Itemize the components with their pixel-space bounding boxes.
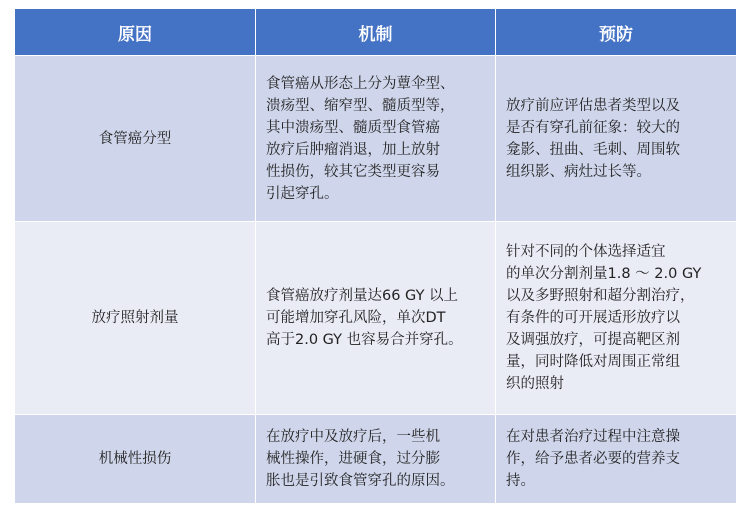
text-line: 食管癌从形态上分为蕈伞型、: [266, 75, 455, 92]
text-line: 组织影、病灶过长等。: [506, 163, 651, 180]
text-line: 械性操作，进硬食，过分膨: [266, 451, 440, 467]
text-line: 性损伤，较其它类型更容易: [266, 163, 440, 180]
esophageal-perforation-table: [14, 8, 737, 504]
text-line: 以及多野照射和超分割治疗，: [506, 288, 695, 304]
text-line: 放疗后肿瘤消退，加上放射: [266, 141, 440, 158]
text-line: 在对患者治疗过程中注意操: [506, 429, 680, 445]
table-row: [15, 56, 737, 222]
text-line: 的单次分割剂量1.8 ～ 2.0 GY: [506, 266, 702, 282]
cause-cell: 食管癌分型: [15, 56, 256, 222]
mechanism-cell: [256, 222, 496, 415]
text-line: 其中溃疡型、髓质型食管癌: [266, 119, 440, 136]
text-line: 作，给予患者必要的营养支: [506, 451, 680, 467]
text-line: 引起穿孔。: [266, 185, 339, 202]
text-line: 溃疡型、缩窄型、髓质型等，: [266, 97, 455, 114]
header-cause: 原因: [15, 9, 256, 56]
text-line: 有条件的可开展适形放疗以: [506, 310, 680, 326]
header-prevention: 预防: [496, 9, 737, 56]
header-row: [15, 9, 737, 56]
cause-cell: 放疗照射剂量: [15, 222, 256, 415]
prevention-cell: [496, 56, 737, 222]
prevention-cell: [496, 222, 737, 415]
text-line: 在放疗中及放疗后，一些机: [266, 429, 440, 445]
header-mechanism: 机制: [256, 9, 496, 56]
mechanism-cell: [256, 56, 496, 222]
mechanism-cell: [256, 415, 496, 504]
cause-cell: 机械性损伤: [15, 415, 256, 504]
text-line: 高于2.0 GY 也容易合并穿孔。: [266, 332, 463, 348]
text-line: 针对不同的个体选择适宜: [506, 244, 666, 260]
text-line: 胀也是引致食管穿孔的原因。: [266, 473, 455, 489]
text-line: 是否有穿孔前征象：较大的: [506, 119, 680, 136]
table-row: [15, 222, 737, 415]
text-line: 量，同时降低对周围正常组: [506, 354, 680, 370]
prevention-cell: [496, 415, 737, 504]
text-line: 织的照射: [506, 376, 564, 392]
table-row: [15, 415, 737, 504]
text-line: 可能增加穿孔风险，单次DT: [266, 310, 446, 326]
text-line: 持。: [506, 473, 535, 489]
text-line: 及调强放疗，可提高靶区剂: [506, 332, 680, 348]
text-line: 放疗前应评估患者类型以及: [506, 97, 680, 114]
text-line: 食管癌放疗剂量达66 GY 以上: [266, 288, 459, 304]
text-line: 龛影、扭曲、毛刺、周围软: [506, 141, 680, 158]
